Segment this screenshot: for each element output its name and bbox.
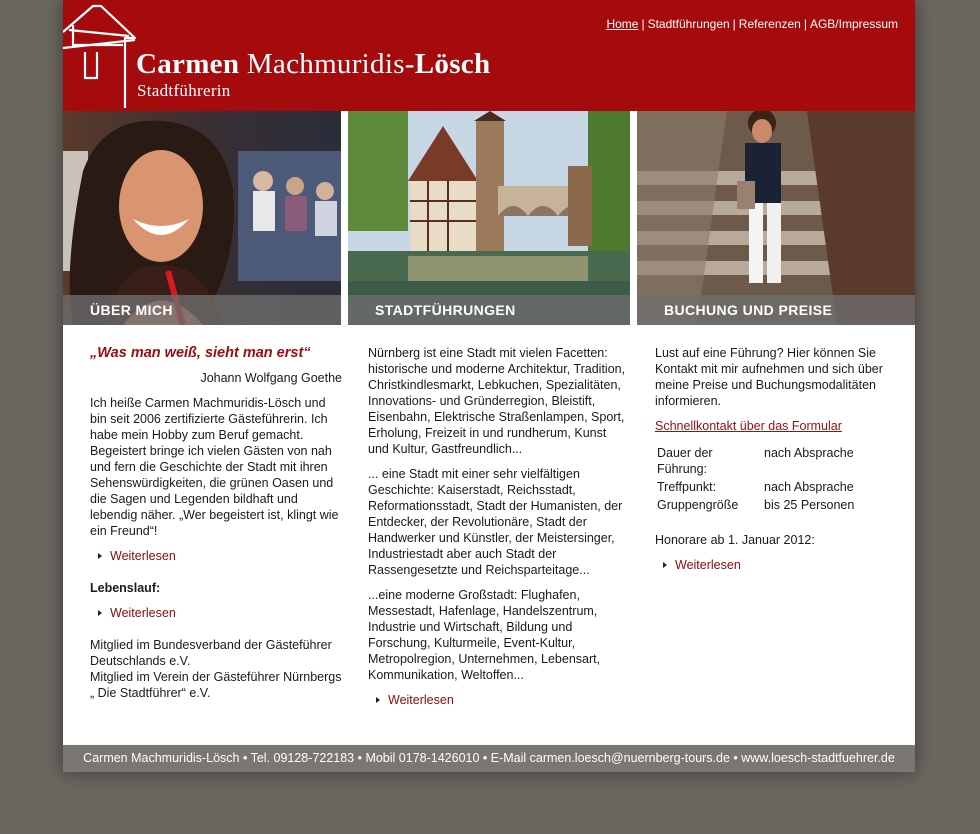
goethe-quote: „Was man weiß, sieht man erst“ <box>90 345 311 361</box>
nav-separator: | <box>641 17 645 31</box>
weiterlesen-link[interactable] <box>663 557 895 573</box>
membership-1: Mitglied im Bundesverband der Gästeführer Deutschlands e.V. <box>90 638 332 668</box>
city-text-1: Nürnberg ist eine Stadt mit vielen Facetten: historische und moderne Architektur, Tradition, Christkindlesmarkt, Lebkuchen, Spezialitäten, Innovations- und Gründerregion, Bleistift, Eisenbahn, Elektrische Straßenlampen, Sport, Erholung, Freizeit in und rundherum, Kunst und Kultur, Gastfreundlich... <box>368 346 626 456</box>
panel-ueber-mich[interactable] <box>63 111 341 325</box>
nav-stadtfuehrungen[interactable]: Stadtführungen <box>647 17 730 31</box>
city-text-2: ... eine Stadt mit einer sehr vielfältigen Geschichte: Kaiserstadt, Reichsstadt, Reformationsstadt, Stadt der Humanisten, der Entdecker, der Revolutionäre, Stadt der Handwerker und Künstler, der Meistersinger, Industriestadt aber auch Stadt der Rassengesetzte und Reichsparteitage... <box>368 467 623 577</box>
panel-stadtfuehrungen[interactable] <box>348 111 630 325</box>
schnellkontakt-link[interactable]: Schnellkontakt über das Formular <box>655 419 842 433</box>
column-buchung <box>655 345 895 589</box>
top-navigation <box>606 17 898 31</box>
info-value: bis 25 Personen <box>764 498 855 512</box>
info-value: nach Absprache <box>764 480 854 494</box>
link-label: Weiterlesen <box>675 558 741 572</box>
page <box>63 0 915 772</box>
stairs-image <box>637 111 915 325</box>
link-label: Weiterlesen <box>388 693 454 707</box>
panel-caption[interactable]: BUCHUNG UND PREISE <box>637 295 915 325</box>
nav-referenzen[interactable]: Referenzen <box>738 17 801 31</box>
brand-name[interactable] <box>136 48 490 81</box>
column-stadtfuehrungen <box>368 345 626 724</box>
table-row <box>657 478 856 496</box>
brand-subtitle: Stadtführerin <box>137 81 231 100</box>
info-table <box>657 444 856 514</box>
booking-intro: Lust auf eine Führung? Hier können Sie Kontakt mit mir aufnehmen und sich über meine Preise und Buchungsmodalitäten informieren. <box>655 346 883 408</box>
quote-author: Johann Wolfgang Goethe <box>200 371 342 385</box>
weiterlesen-link[interactable] <box>376 692 626 708</box>
brand-first-name: Carmen <box>136 48 240 80</box>
panel-caption[interactable]: ÜBER MICH <box>63 295 341 325</box>
brand-last-name: Machmuridis- <box>246 48 415 80</box>
triangle-right-icon <box>98 553 102 559</box>
city-image <box>348 111 630 325</box>
weiterlesen-link[interactable] <box>98 605 342 621</box>
brand-last-name-bold: Lösch <box>414 48 491 80</box>
info-key: Gruppengröße <box>657 498 739 512</box>
info-key: Treffpunkt: <box>657 480 717 494</box>
table-row <box>657 496 856 514</box>
weiterlesen-link[interactable] <box>98 548 342 564</box>
portrait-image <box>63 111 341 325</box>
triangle-right-icon <box>376 697 380 703</box>
nav-separator: | <box>803 17 807 31</box>
fees-text: Honorare ab 1. Januar 2012: <box>655 533 815 547</box>
lebenslauf-heading: Lebenslauf: <box>90 581 161 595</box>
panel-caption[interactable]: STADTFÜHRUNGEN <box>348 295 630 325</box>
info-key: Dauer der Führung: <box>657 446 713 476</box>
triangle-right-icon <box>663 562 667 568</box>
table-row <box>657 444 856 478</box>
link-label: Weiterlesen <box>110 606 176 620</box>
info-value: nach Absprache <box>764 446 854 460</box>
nav-agb-impressum[interactable]: AGB/Impressum <box>809 17 898 31</box>
column-ueber-mich <box>90 345 342 701</box>
site-header <box>63 0 915 111</box>
membership-2: Mitglied im Verein der Gästeführer Nürnbergs „ Die Stadtführer“ e.V. <box>90 670 342 700</box>
intro-text: Ich heiße Carmen Machmuridis-Lösch und bin seit 2006 zertifizierte Gästeführerin. Ich habe mein Hobby zum Beruf gemacht. Begeistert bringe ich vielen Gästen von nah und fern die Geschichte der Stadt mit ihren Sehenswürdigkeiten, die grünen Oasen und die Sagen und Legenden bildhaft und lebendig näher. „Wer begeistert ist, klingt wie ein Freund“! <box>90 396 339 538</box>
nav-home[interactable]: Home <box>606 17 639 31</box>
link-label: Weiterlesen <box>110 549 176 563</box>
city-text-3: ...eine moderne Großstadt: Flughafen, Messestadt, Hafenlage, Handelszentrum, Industrie und Wirtschaft, Bildung und Forschung, Kulturmeile, Event-Kultur, Metropolregion, Unternehmen, Lebensart, Kommunikation, Weltoffen... <box>368 588 601 682</box>
site-footer: Carmen Machmuridis-Lösch • Tel. 09128-722183 • Mobil 0178-1426010 • E-Mail carmen.loesch@nuernberg-tours.de • www.loesch-stadtfuehrer.de <box>63 745 915 772</box>
triangle-right-icon <box>98 610 102 616</box>
panel-buchung-preise[interactable] <box>637 111 915 325</box>
nav-separator: | <box>732 17 736 31</box>
